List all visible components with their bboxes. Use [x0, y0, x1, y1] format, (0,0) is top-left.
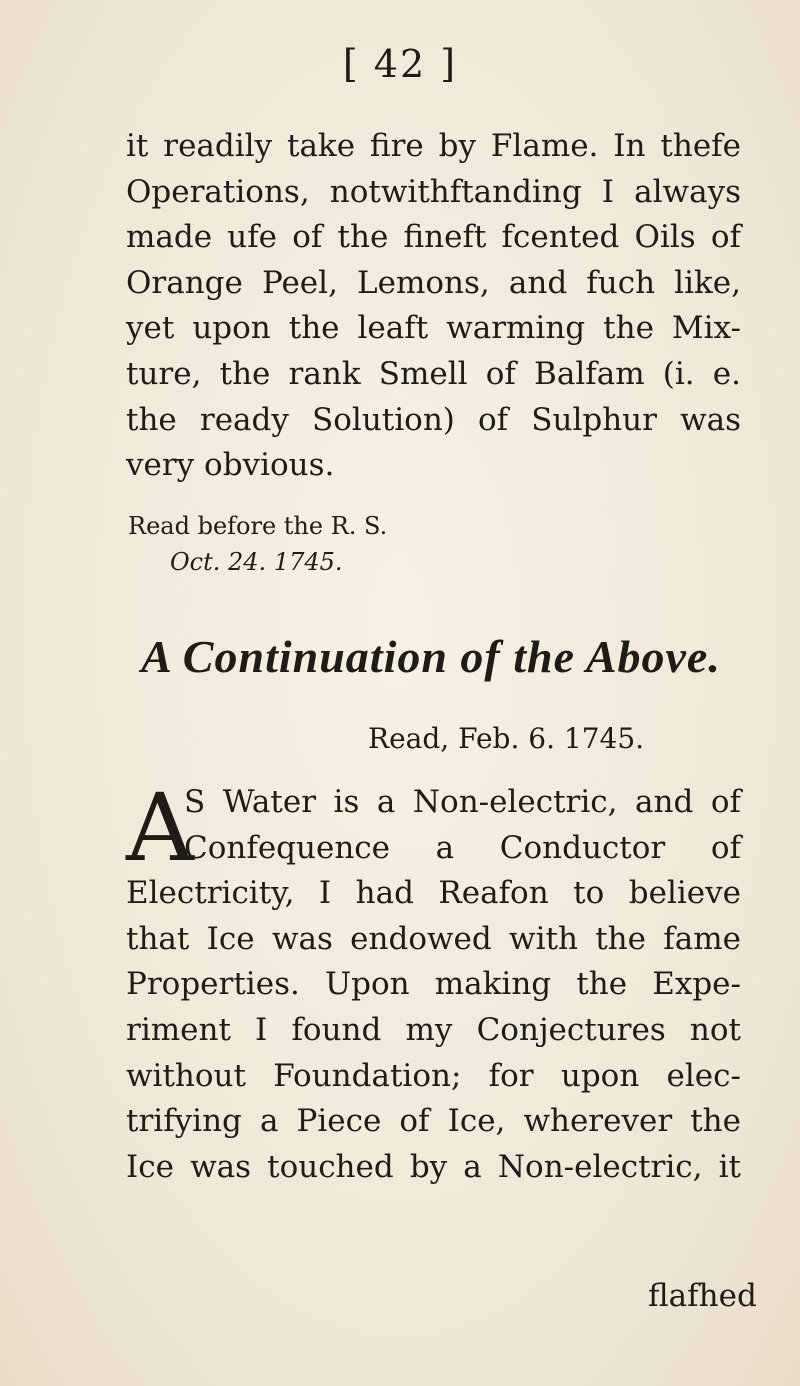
text-line: yet upon the leaft warming the Mix- — [126, 310, 741, 347]
text-line: Confequence a Conductor of — [184, 829, 741, 866]
text-line: S Water is a Non-electric, and of — [184, 784, 741, 820]
text-line: riment I found my Conjectures not — [126, 1011, 741, 1048]
text-line: Properties. Upon making the Expe- — [126, 966, 741, 1003]
text-line: without Foundation; for upon elec- — [126, 1057, 741, 1094]
text-line: it readily take fire by Flame. In thefe — [126, 128, 741, 164]
text-line: made ufe of the fineft fcented Oils of — [126, 219, 741, 256]
paragraph-top — [126, 124, 741, 489]
text-line: Ice was touched by a Non-electric, it — [126, 1148, 741, 1185]
section-heading: A Continuation of the Above. — [141, 631, 721, 682]
drop-cap: A — [126, 774, 194, 883]
text-line: Orange Peel, Lemons, and fuch like, — [126, 264, 741, 301]
text-line: Operations, notwithftanding I always — [126, 173, 741, 210]
text-line: that Ice was endowed with the fame — [126, 920, 741, 957]
catchword: flafhed — [648, 1278, 757, 1314]
read-date: Read, Feb. 6. 1745. — [368, 722, 645, 755]
read-before-note — [128, 508, 387, 580]
text-line: ture, the rank Smell of Balfam (i. e. — [126, 355, 741, 392]
text-line: trifying a Piece of Ice, wherever the — [126, 1103, 741, 1140]
read-note-date: Oct. 24. 1745. — [170, 548, 343, 576]
read-note-line: Read before the R. S. — [128, 512, 388, 540]
page-number: [ 42 ] — [342, 42, 458, 86]
paragraph-body — [126, 774, 741, 1190]
text-line: the ready Solution) of Sulphur was — [126, 401, 741, 438]
text-line: very obvious. — [126, 447, 335, 484]
text-line: Electricity, I had Reafon to believe — [126, 875, 741, 912]
